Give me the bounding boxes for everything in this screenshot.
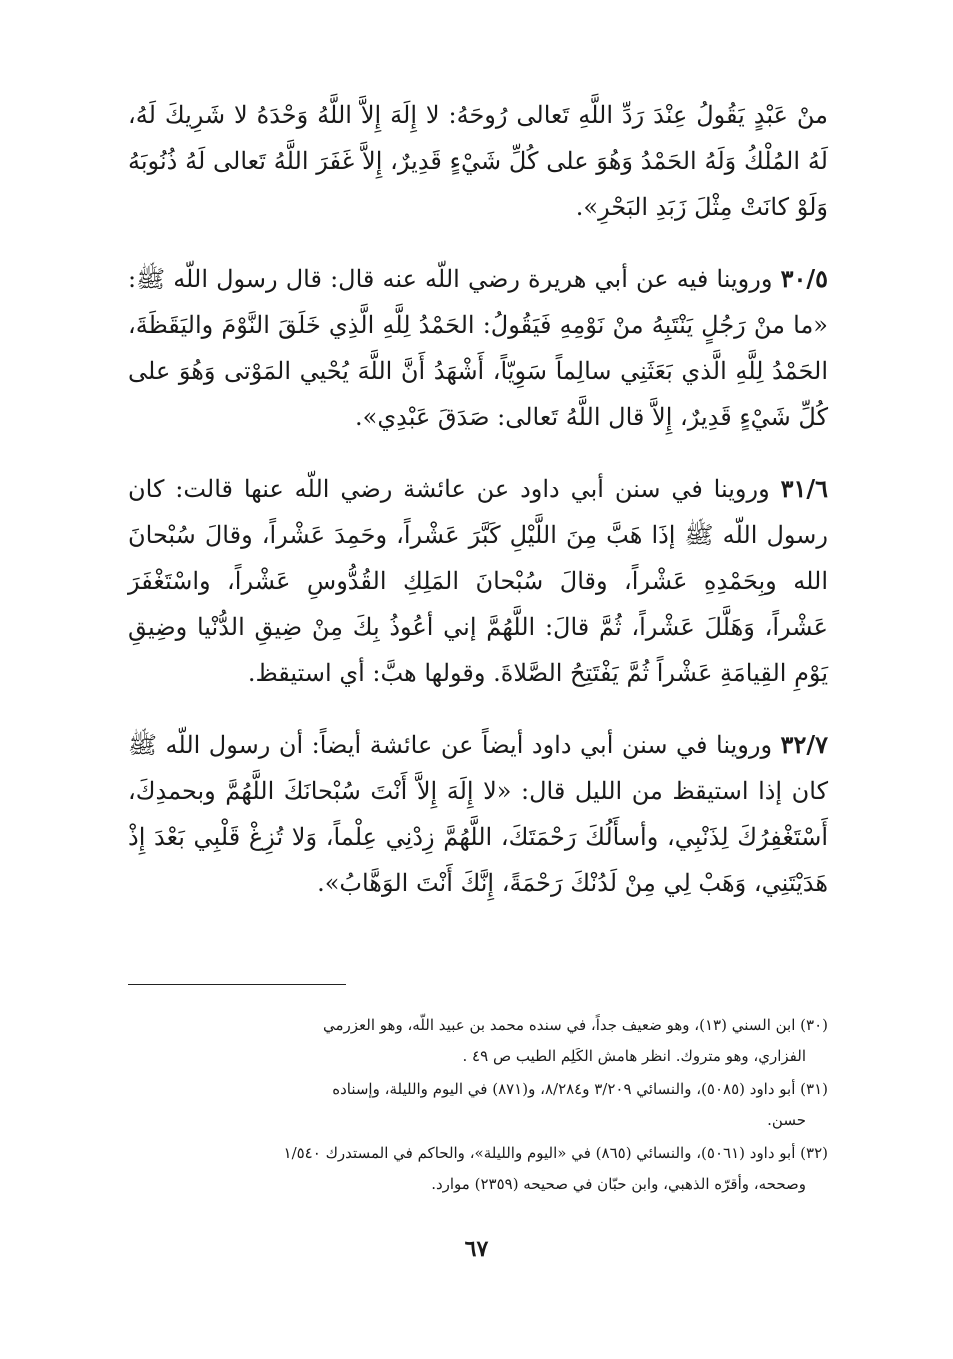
paragraph-32-text: وروينا في سنن أبي داود أيضاً عن عائشة أيضاً: أن رسول اللّه ﷺ كان إذا استيقظ من الليل قال: «لا إِلَهَ إِلاَّ أَنْتَ سُبْحانَكَ اللَّهُمَّ وبحمدِكَ، أَسْتَغْفِرُكَ لِذَنْبِي، وأسأَلُكَ رَحْمَتَكَ، اللَّهُمَّ زِدْنِي عِلْماً، وَلا تُزِغْ قَلْبِي بَعْدَ إِذْ هَدَيْتَنِي، وَهَبْ لِي مِنْ لَدُنْكَ رَحْمَةً، إِنَّكَ أَنْتَ الوَهَّابُ». — [128, 731, 828, 897]
footnote-31 — [128, 1074, 828, 1136]
footnotes — [128, 1010, 828, 1202]
footnote-32-line1: (٣٢) أبو داود (٥٠٦١)، والنسائي (٨٦٥) في «اليوم والليلة»، والحاكم في المستدرك ١/٥٤٠ — [283, 1144, 828, 1162]
footnote-30-line1: (٣٠) ابن السني (١٣)، وهو ضعيف جداً، في سنده محمد بن عبيد اللّه، وهو العزرمي — [322, 1016, 828, 1034]
paragraph-31 — [128, 466, 828, 696]
footnote-32 — [128, 1138, 828, 1200]
footnote-30 — [128, 1010, 828, 1072]
paragraph-intro — [128, 92, 828, 230]
footnote-divider — [128, 984, 346, 985]
footnote-30-line2: الفزاري، وهو متروك. انظر هامش الكَلِم الطيب ص ٤٩ . — [462, 1047, 806, 1065]
paragraph-30 — [128, 256, 828, 440]
paragraph-31-text: وروينا في سنن أبي داود عن عائشة رضي اللّه عنها قالت: كان رسول اللّه ﷺ إذَا هَبَّ مِنَ اللَّيْلِ كَبَّرَ عَشْراً، وحَمِدَ عَشْراً، وقالَ سُبْحانَ الله وبِحَمْدِهِ عَشْراً، وقالَ سُبْحانَ المَلِكِ القُدُّوسِ عَشْراً، واسْتَغْفَرَ عَشْراً، وَهَلَّلَ عَشْراً، ثُمَّ قالَ: اللَّهُمَّ إني أعُوذُ بِكَ مِنْ ضِيقِ الدُّنْيا وضِيقِ يَوْمِ القِيامَةِ عَشْراً ثُمَّ يَفْتَتِحُ الصَّلاةَ. وقولها هبَّ: أي استيقظ. — [128, 475, 828, 687]
footnote-31-line1: (٣١) أبو داود (٥٠٨٥)، والنسائي ٣/٢٠٩ و٨/٢٨٤، و(٨٧١) في اليوم والليلة، وإسناده — [332, 1080, 828, 1098]
page-number: ٦٧ — [464, 1236, 489, 1262]
paragraph-30-text: وروينا فيه عن أبي هريرة رضي اللّه عنه قال: قال رسول اللّه ﷺ: «ما منْ رَجُلٍ يَنْتَبِهُ منْ نَوْمِهِ فَيَقُولُ: الحَمْدُ لِلَّهِ الَّذِي خَلَقَ النَّوْمَ واليَقَظَةَ، الحَمْدُ لِلَّهِ الَّذي بَعَثَنِي سالِماً سَوِيّاً، أَشْهَدُ أَنَّ اللَّهَ يُحْيي المَوْتى وَهُوَ على كُلِّ شَيْءٍ قَدِيرٌ، إِلاَّ قال اللَّهُ تَعالى: صَدَقَ عَبْدِي». — [128, 265, 828, 431]
paragraph-intro-text: منْ عَبْدٍ يَقُولُ عِنْدَ رَدِّ اللَّهِ تَعالى رُوحَهُ: لا إِلَهَ إِلاَّ اللَّهُ وَحْدَهُ لا شَرِيكَ لَهُ، لَهُ المُلْكُ وَلَهُ الحَمْدُ وَهُوَ على كُلِّ شَيْءٍ قَدِيرٌ، إِلاَّ غَفَرَ اللَّهُ تَعالى لَهُ ذُنُوبَهُ وَلَوْ كانَتْ مِثْلَ زَبَدِ البَحْرِ». — [128, 101, 828, 221]
hadith-number-30: ٣٠/٥ — [780, 264, 828, 293]
hadith-number-32: ٣٢/٧ — [780, 730, 828, 759]
paragraph-32 — [128, 722, 828, 906]
hadith-number-31: ٣١/٦ — [780, 474, 828, 503]
main-text — [128, 92, 828, 932]
footnote-32-line2: وصححه، وأقرّه الذهبي، وابن حبّان في صحيحه (٢٣٥٩) موارد. — [431, 1175, 806, 1193]
footnote-31-line2: حسن. — [767, 1111, 806, 1129]
